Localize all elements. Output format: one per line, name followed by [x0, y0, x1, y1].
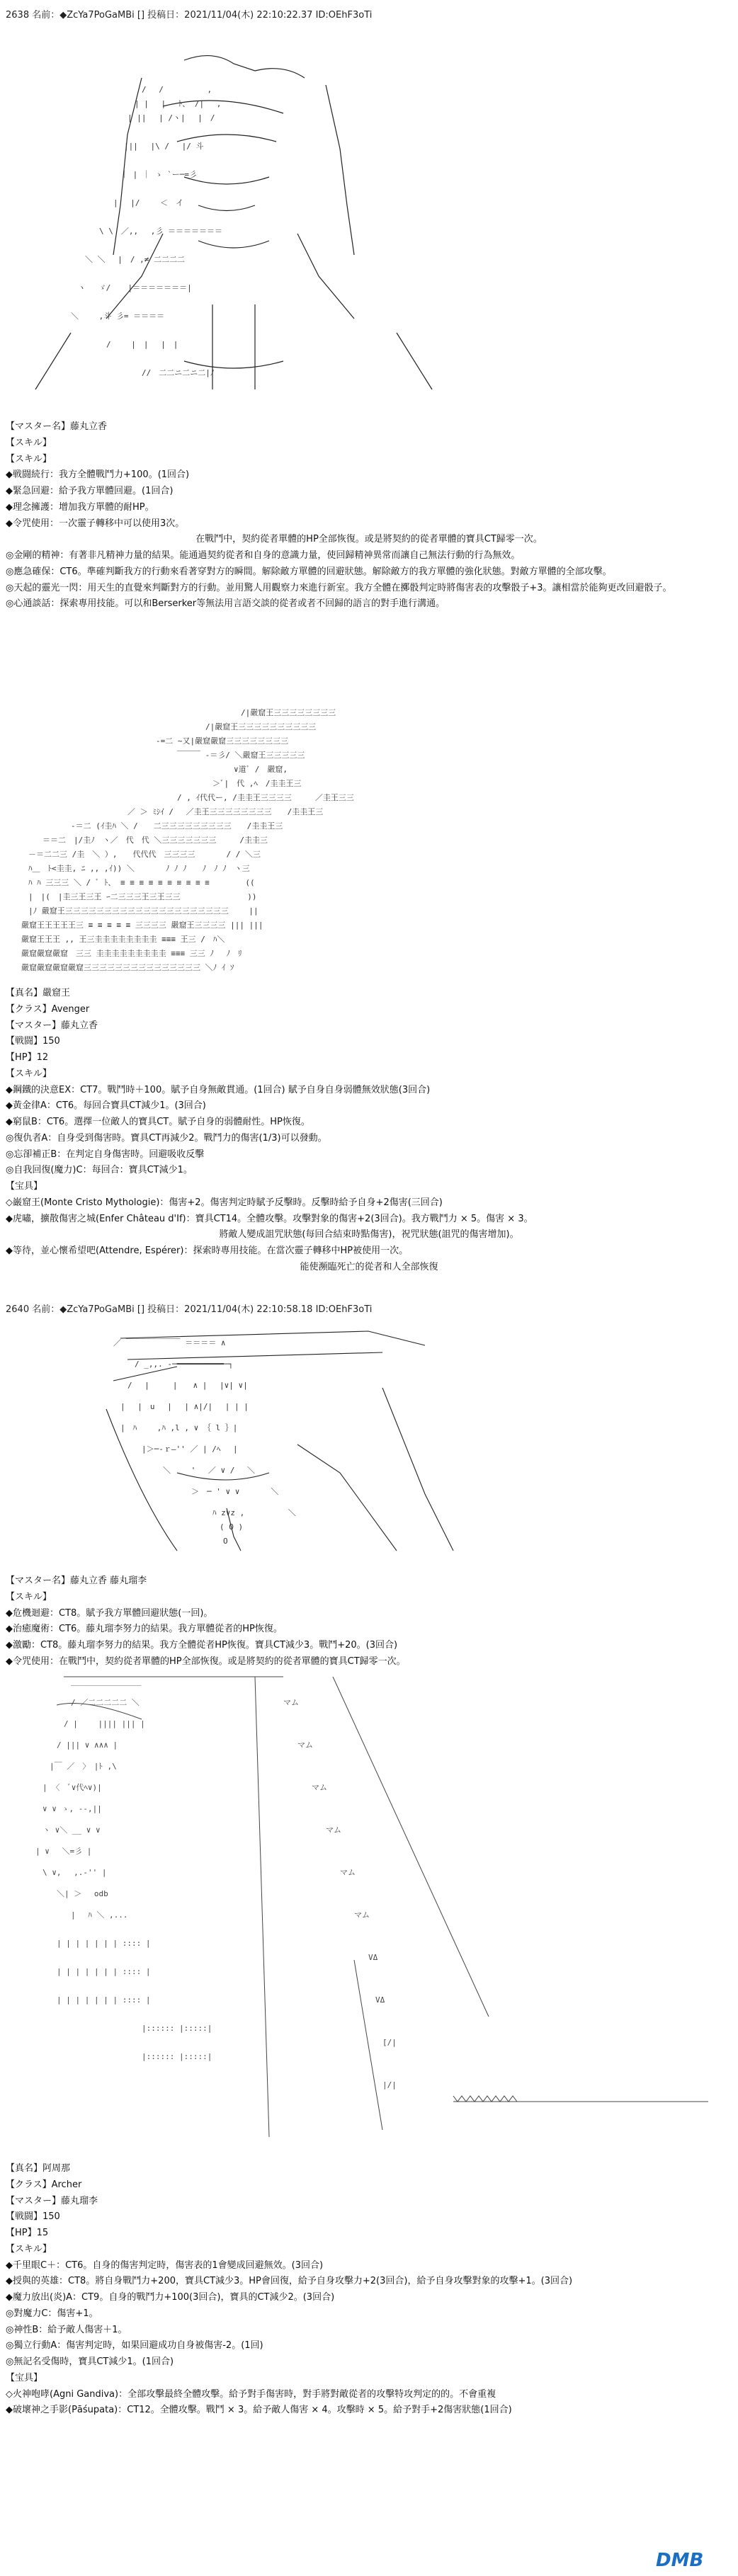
svg-text:|:::::: |:::::|: |:::::: |:::::| — [142, 2024, 212, 2033]
svg-text:VΔ: VΔ — [375, 1995, 385, 2005]
svg-text:|＞─-ｒ―'' ／ | /ﾍ |: |＞─-ｒ―'' ／ | /ﾍ | — [142, 1444, 238, 1454]
svg-text:嚴窟嚴窟嚴窟嚴窟三三三三三三三三三三三三三三三 ＼ﾉ ｲ ｿ: 嚴窟嚴窟嚴窟嚴窟三三三三三三三三三三三三三三三 ＼ﾉ ｲ ｿ — [21, 963, 234, 972]
text-line: ◆鋼鐵的決意EX：CT7。戰鬥時＋100。賦予自身無敵貫通。(1回合) 賦予自身自身弱體無效狀態(3回合) — [6, 1084, 431, 1095]
svg-text:嚴窟王王王王王三 ≡ ≡ ≡ ≡ ≡ 三三三三 嚴窟王三三三: 嚴窟王王王王王三 ≡ ≡ ≡ ≡ ≡ 三三三三 嚴窟王三三三三 ||| ||| — [21, 921, 263, 930]
svg-text:| ∨ ＼=彡 |: | ∨ ＼=彡 | — [35, 1847, 92, 1856]
svg-text:/ ||| ∨ ∧∧∧ |: / ||| ∨ ∧∧∧ | — [57, 1740, 118, 1750]
svg-text:/ | | ∧ | |∨| ∨|: / | | ∧ | |∨| ∨| — [127, 1381, 248, 1390]
text-line: 【マスター】藤丸立香 — [6, 1020, 98, 1031]
text-line: ◆緊急回避：給予我方單體回避。(1回合) — [6, 486, 174, 496]
text-line: 【HP】15 — [6, 2228, 49, 2238]
svg-text:∨ ∨ ゝ, -‐,||: ∨ ∨ ゝ, -‐,|| — [42, 1804, 102, 1813]
svg-text:VΔ: VΔ — [368, 1953, 378, 1962]
text-line: 【戦闘】150 — [6, 2211, 60, 2223]
svg-text:|:::::: |:::::|: |:::::: |:::::| — [142, 2052, 212, 2061]
svg-text:/|嚴窟王三三三三三三三三三三: /|嚴窟王三三三三三三三三三三 — [205, 722, 317, 731]
post1-text — [6, 419, 732, 612]
svg-text:|/|: |/| — [382, 2080, 397, 2090]
text-line: 【クラス】Archer — [6, 2179, 82, 2190]
text-line: ◎忘卻補正B：在判定自身傷害時。回避吸收反擊 — [6, 1149, 205, 1160]
svg-text:ヽ ゞ/ |＝＝＝＝＝＝＝|: ヽ ゞ/ |＝＝＝＝＝＝＝| — [78, 283, 192, 292]
text-line: ◇火神咆哮(Agni Gandiva)：全部攻擊最終全體攻擊。給予對手傷害時，對手將對敵從者的攻擊特攻判定的的。不會重複 — [6, 2388, 496, 2400]
text-line: 將敵人變成詛咒狀態(每回合結束時點傷害)，祝咒狀態(詛咒的傷害增加)。 — [219, 1229, 519, 1241]
text-line: ◆窮鼠B：CT6。選擇一位敵人的寶具CT。賦予自身的弱體耐性。HP恢復。 — [6, 1117, 310, 1127]
svg-text:マム: マム — [297, 1740, 313, 1750]
svg-text:| |/ ＜ イ: | |/ ＜ イ — [113, 198, 184, 207]
svg-text:|￣ ／ 〉 |ﾄ ,\: |￣ ／ 〉 |ﾄ ,\ — [50, 1762, 117, 1771]
text-line: 【HP】12 — [6, 1052, 49, 1063]
svg-text:/ | |||| ||| |: / | |||| ||| | — [64, 1719, 145, 1728]
text-line: ◆黃金律A：CT6。每回合寶具CT減少1。(3回合) — [6, 1100, 206, 1112]
text-line: ◎獨立行動A：傷害判定時，如果回避成功自身被傷害-2。(1回) — [6, 2340, 263, 2352]
svg-text:￣￣￣ -＝彡/ ＼嚴窟王三三三三三: ￣￣￣ -＝彡/ ＼嚴窟王三三三三三 — [177, 751, 305, 760]
text-line: ◆戦闘続行：我方全體戰鬥力+100。(1回合) — [6, 469, 190, 481]
svg-text:| ﾊ ＼ ,...: | ﾊ ＼ ,... — [71, 1910, 128, 1920]
svg-text:|ﾉ 嚴窟王三三三三三三三三三三三三三三三三三三三三三: |ﾉ 嚴窟王三三三三三三三三三三三三三三三三三三三三三 || — [28, 906, 259, 916]
text-line: 【真名】嚴窟王 — [6, 988, 71, 998]
text-line: ◎心通談話：探索專用技能。可以和Berserker等無法用言語交談的從者或者不回歸的語言的對手進行溝通。 — [6, 598, 445, 610]
svg-text:／ ￣￣￣￣￣￣￣ ＝＝＝＝ ∧: ／ ￣￣￣￣￣￣￣ ＝＝＝＝ ∧ — [113, 1338, 226, 1347]
text-line: ◆令咒使用：一次靈子轉移中可以使用3次。 — [6, 518, 185, 529]
svg-text:\ \ ／,, ,彡 ＝＝＝＝＝＝＝: \ \ ／,, ,彡 ＝＝＝＝＝＝＝ — [99, 227, 222, 236]
svg-text:マム: マム — [326, 1825, 341, 1835]
ascii-art-figure — [0, 1317, 738, 1572]
svg-text:[/|: [/| — [382, 2038, 397, 2047]
text-line: ◎天起的靈光一閃：用天生的直覺來判斷對方的行動。並用驚人用觀察力來進行新室。我方全體在擲骰判定時將傷害表的攻擊骰子+3。讓相當於能夠更改回避骰子。 — [6, 582, 672, 593]
text-line: 【スキル】 — [6, 453, 52, 465]
svg-text:-=二 ~又|嚴窟嚴窟三三三三三三三三: -=二 ~又|嚴窟嚴窟三三三三三三三三 — [156, 736, 289, 746]
ascii-art-figure — [0, 1663, 738, 2151]
svg-text:－＝二二三 /圭 ＼ ）, 代代代 三三三三 / /: －＝二二三 /圭 ＼ ）, 代代代 三三三三 / / ＼三 — [28, 850, 261, 859]
text-line: ◎對魔力C：傷害+1。 — [6, 2308, 98, 2319]
site-logo-graphic — [653, 2546, 731, 2572]
text-line: ◆治癒魔術：CT6。藤丸瑠李努力的結果。我方單體從者的HP恢復。 — [6, 1624, 283, 1635]
text-line: 【宝具】 — [6, 2372, 43, 2383]
site-logo — [653, 2546, 731, 2572]
text-line: ◆理念擁護：增加我方單體的耐HP。 — [6, 501, 154, 513]
svg-text:＞ﾞ| 代 ,ﾍ /圭圭王三: ＞ﾞ| 代 ,ﾍ /圭圭王三 — [212, 779, 302, 788]
svg-text:| 〈 ﾞ∨代ﾍ∨)|: | 〈 ﾞ∨代ﾍ∨)| — [42, 1783, 110, 1792]
svg-text:｜ | ｜ ゝ `ー─=彡: ｜ | ｜ ゝ `ー─=彡 — [120, 170, 197, 179]
text-line: 【マスター名】藤丸立香 — [6, 421, 108, 432]
svg-text:∨道ﾞ / 嚴窟,: ∨道ﾞ / 嚴窟, — [234, 765, 288, 774]
svg-text:＼| ＞ odb: ＼| ＞ odb — [57, 1889, 108, 1898]
text-line: ◆授與的英雄：CT8。將自身戰鬥力+200，寶具CT減少3。HP會回復，給予自身攻擊力+2(3回合)，給予自身攻擊對象的攻擊+1。(3回合) — [6, 2276, 573, 2287]
svg-text:/|嚴窟王三三三三三三三三: /|嚴窟王三三三三三三三三 — [241, 708, 336, 717]
svg-text:| | | | | | | :::: |: | | | | | | | :::: | — [57, 1939, 151, 1948]
text-line: 【マスター名】藤丸立香 藤丸瑠李 — [6, 1575, 147, 1586]
text-line: 【マスター】藤丸瑠李 — [6, 2195, 98, 2206]
text-line: ◆破壞神之手影(Pāśupata)：CT12。全體攻擊。戰鬥 × 3。給予敵人傷害 × 4。攻擊時 × 5。給予對手+2傷害狀態(1回合) — [6, 2405, 512, 2416]
text-line: 【スキル】 — [6, 437, 52, 448]
svg-text:マム: マム — [283, 1698, 299, 1707]
svg-text:＼ ＼ | / ,≠ 二二二二: ＼ ＼ | / ,≠ 二二二二 — [85, 255, 185, 264]
text-line: ◎復仇者A：自身受到傷害時。寶具CT再減少2。戰鬥力的傷害(1/3)可以發動。 — [6, 1132, 327, 1144]
text-line: ◆令咒使用：在戰鬥中，契約從者單體的HP全部恢復。或是將契約的從者單體的寶具CT歸零一次。 — [6, 1655, 406, 1667]
text-line: ◎應急確保：CT6。準確判斷我方的行動來看著穿對方的瞬間。解除敵方單體的回避狀態。解除敵方的我方單體的強化狀態。對敵方單體的全部攻擊。 — [6, 566, 612, 577]
post3-text — [6, 1573, 732, 1670]
svg-text:＼ ' ／ ∨ / ＼: ＼ ' ／ ∨ / ＼ — [163, 1466, 255, 1475]
post2-text — [6, 986, 732, 1276]
post-header: 2640 名前：◆ZcYa7PoGaMBi [] 投稿日：2021/11/04(木) 22:10:58.18 ID:OEhF3oTi — [6, 1304, 373, 1315]
svg-text:-＝二 (ｲ圭ﾊ ＼ / 二三三三三三三三三三 /圭圭王: -＝二 (ｲ圭ﾊ ＼ / 二三三三三三三三三三 /圭圭王三 — [71, 821, 283, 831]
text-line: ◆危機迴避：CT8。賦予我方單體回避狀態(一回)。 — [6, 1607, 213, 1619]
site-logo-text: DMB — [656, 2550, 704, 2571]
svg-text:＞ ─ ' ∨ ∨ ＼: ＞ ─ ' ∨ ∨ ＼ — [191, 1487, 279, 1496]
svg-text:/ _,,. -─━━━━━━━━━━─┐: / _,,. -─━━━━━━━━━━─┐ — [135, 1360, 234, 1369]
text-line: ◎自我回復(魔力)C：每回合：寶具CT減少1。 — [6, 1165, 193, 1176]
svg-text:／ ＞ ﾐｼｲ / ／圭王三三三三三三三三 /圭圭王三: ／ ＞ ﾐｼｲ / ／圭王三三三三三三三三 /圭圭王三 — [127, 807, 324, 816]
svg-text:/ | | | |: / | | | | — [106, 340, 178, 349]
svg-text:嚴窟王王王 ,, 王三圭圭圭圭圭圭圭圭 ≡≡≡ 王三 / ﾊ: 嚴窟王王王 ,, 王三圭圭圭圭圭圭圭圭 ≡≡≡ 王三 / ﾊ＼ — [21, 935, 225, 944]
text-line: ◆等待，並心懷希望吧(Attendre, Espérer)：探索時專用技能。在當次靈子轉移中HP被使用一次。 — [6, 1246, 409, 1256]
svg-text:ﾊ ﾊ 三三三 ＼ / ﾞ ﾄ、 ≡ ≡ ≡ ≡ ≡ ≡ ≡: ﾊ ﾊ 三三三 ＼ / ﾞ ﾄ、 ≡ ≡ ≡ ≡ ≡ ≡ ≡ ≡ ≡ ≡ (( — [28, 878, 255, 887]
text-line: 【真名】阿周那 — [6, 2163, 71, 2174]
svg-text:| ﾊ ,ﾊ ,l , ∨ ｛ l ｝|: | ﾊ ,ﾊ ,l , ∨ ｛ l ｝| — [120, 1423, 238, 1432]
text-line: 能使瀕臨死亡的從者和人全部恢復 — [300, 1261, 438, 1272]
text-line: ◆千里眼C＋：CT6。自身的傷害判定時，傷害表的1會變成回避無效。(3回合) — [6, 2259, 324, 2271]
svg-text:ﾊ z∨z , ＼: ﾊ z∨z , ＼ — [212, 1508, 296, 1517]
svg-text:||| |\ / |/ 斗: ||| |\ / |/ 斗 — [124, 142, 204, 151]
svg-text:マム: マム — [340, 1868, 356, 1877]
text-line: 在戰鬥中，契約從者單體的HP全部恢復。或是將契約的從者單體的寶具CT歸零一次。 — [195, 534, 543, 545]
svg-text:嚴窟嚴窟嚴窟 三三 圭圭圭圭圭圭圭圭圭 ≡≡≡ 三三 ﾉ: 嚴窟嚴窟嚴窟 三三 圭圭圭圭圭圭圭圭圭 ≡≡≡ 三三 ﾉ ﾉ ﾘ — [21, 949, 242, 958]
text-line: 【宝具】 — [6, 1181, 43, 1192]
svg-text:| | | | | | | :::: |: | | | | | | | :::: | — [57, 1995, 151, 2005]
svg-text:( O ): ( O ) — [220, 1522, 244, 1532]
svg-text:ﾊ＿ ﾄ<圭圭, ﾆ ,, ,ｲ)) ＼ ﾉ ﾉ ﾉ: ﾊ＿ ﾄ<圭圭, ﾆ ,, ,ｲ)) ＼ ﾉ ﾉ ﾉ ﾉ ﾉ ﾉ ヽ三 — [28, 864, 250, 873]
svg-text:＼ ,斗 彡= ＝＝＝＝: ＼ ,斗 彡= ＝＝＝＝ — [71, 312, 165, 321]
svg-text:// 二二ニ二ニ二|ﾉ: // 二二ニ二ニ二|ﾉ — [142, 368, 215, 377]
text-line: ◆激勵：CT8。藤丸瑠李努力的結果。我方全體從者HP恢復。寶具CT減少3。戰鬥+20。(3回合) — [6, 1640, 398, 1651]
svg-text:マム: マム — [354, 1910, 370, 1920]
text-line: 【スキル】 — [6, 2243, 52, 2255]
svg-text:| | u | | ∧|/| | | |: | | u | | ∧|/| | | | — [120, 1402, 249, 1411]
svg-text:| |( |圭三王三王 ｰ二三三三王三王三三: | |( |圭三王三王 ｰ二三三三王三王三三 )) — [28, 892, 257, 901]
text-line: ◆魔力放出(炎)A：CT9。自身的戰鬥力+100(3回合)，寶具的CT減少2。(3回合) — [6, 2292, 335, 2303]
svg-text:| | | ﾄ、 /| ,: | | | ﾄ、 /| , — [135, 99, 222, 108]
svg-text:_______________: _______________ — [71, 1677, 142, 1686]
svg-text:\ ∨, ,.-'' |: \ ∨, ,.-'' | — [42, 1868, 107, 1877]
svg-text:/ ／二二二二二 ＼: / ／二二二二二 ＼ — [71, 1698, 140, 1707]
svg-text:O: O — [223, 1537, 228, 1546]
text-line: 【スキル】 — [6, 1591, 52, 1602]
svg-text:/ / ,: / / , — [142, 85, 212, 94]
post4-text — [6, 2161, 732, 2419]
text-line: ◇巌窟王(Monte Cristo Mythologie)：傷害+2。傷害判定時賦予反擊時。反擊時給予自身+2傷害(三回合) — [6, 1197, 443, 1208]
svg-text:| || | /ヽ| | /: | || | /ヽ| | / — [127, 113, 215, 122]
text-line: 【スキル】 — [6, 1068, 52, 1079]
text-line: ◆虎嘯，擴散傷害之城(Enfer Château d'If)：寶具CT14。全體攻擊。攻擊對象的傷害+2(3回合)。我方戰鬥力 × 5。傷害 × 3。 — [6, 1213, 533, 1224]
text-line: ◎無記名受傷時，寶具CT減少1。(1回合) — [6, 2356, 174, 2367]
post-header: 2638 名前：◆ZcYa7PoGaMBi [] 投稿日：2021/11/04(木) 22:10:22.37 ID:OEhF3oTi — [6, 10, 373, 21]
svg-text:/ , ｲ代代ー, /圭圭王三三三三 ／圭王三三: / , ｲ代代ー, /圭圭王三三三三 ／圭王三三 — [177, 793, 354, 802]
ascii-art-figure — [0, 21, 738, 418]
svg-text:＝＝二 |/圭ﾉ ヽ／ 代 代 ＼三三三三三三三 /圭圭: ＝＝二 |/圭ﾉ ヽ／ 代 代 ＼三三三三三三三 /圭圭三 — [42, 836, 268, 845]
text-line: ◎金剛的精神：有著非凡精神力量的結果。能通過契約從者和自身的意識力量，使回歸精神異常而讓自己無法行動的行為無效。 — [6, 550, 521, 561]
text-line: 【戦闘】150 — [6, 1036, 60, 1047]
svg-text:ヽ ∨＼ __ ∨ ∨: ヽ ∨＼ __ ∨ ∨ — [42, 1825, 101, 1835]
text-line: 【クラス】Avenger — [6, 1003, 90, 1015]
text-line: ◎神性B：給予敵人傷害＋1。 — [6, 2324, 127, 2335]
svg-text:| | | | | | | :::: |: | | | | | | | :::: | — [57, 1967, 151, 1976]
svg-text:マム: マム — [312, 1783, 327, 1792]
